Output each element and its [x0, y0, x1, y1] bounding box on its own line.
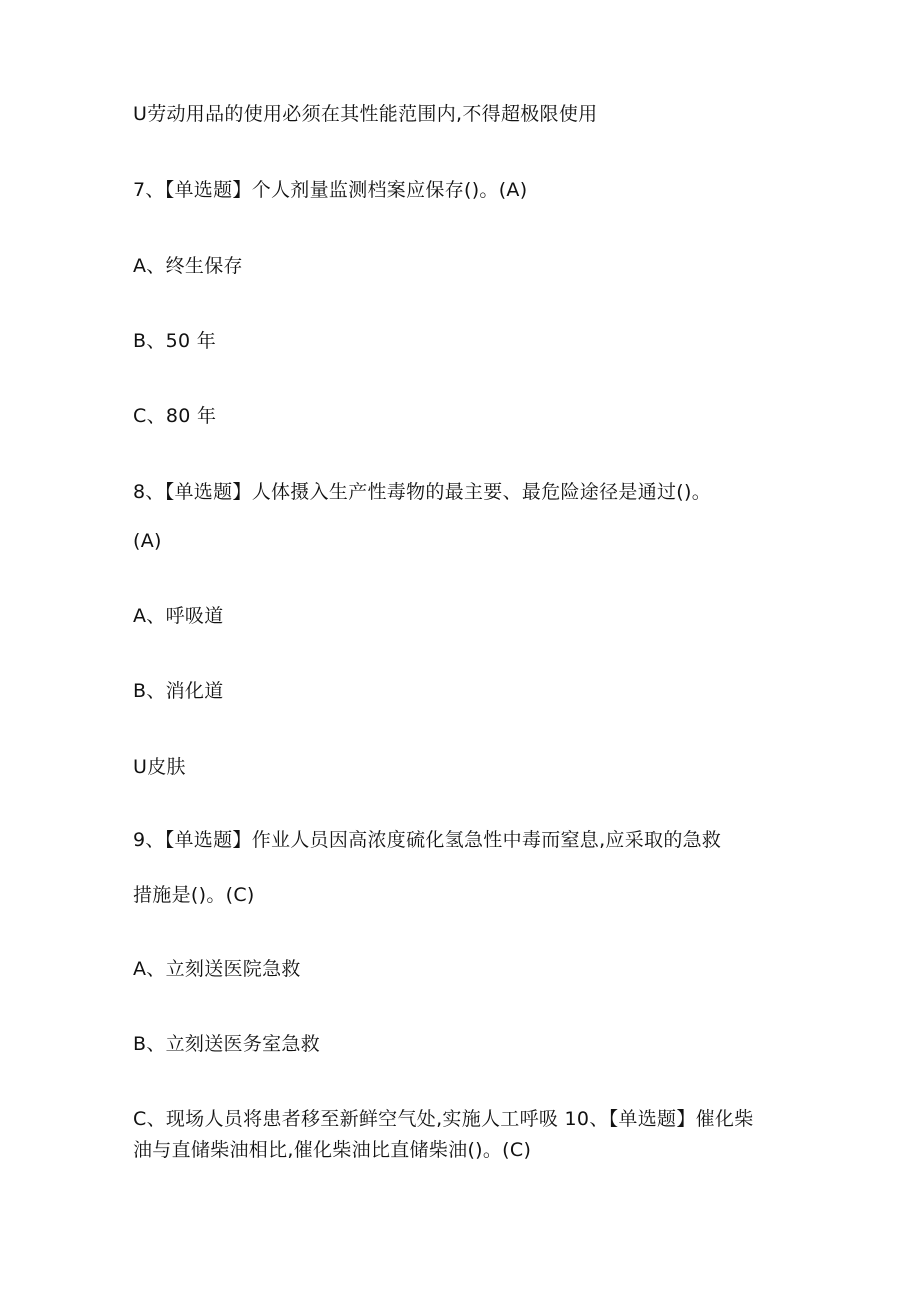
- question-7-option-c: C、80 年: [133, 405, 217, 427]
- question-8-option-b: B、消化道: [133, 680, 224, 702]
- question-9-option-b: B、立刻送医务室急救: [133, 1033, 321, 1055]
- question-9-option-c: C、现场人员将患者移至新鲜空气处,实施人工呼吸 10、【单选题】催化柴: [133, 1108, 754, 1130]
- question-8-option-a: A、呼吸道: [133, 605, 224, 627]
- answer-option-line: U劳动用品的使用必须在其性能范围内,不得超极限使用: [133, 103, 598, 125]
- question-8-option-c: U皮肤: [133, 756, 186, 778]
- question-8-stem: 8、【单选题】人体摄入生产性毒物的最主要、最危险途径是通过()。: [133, 481, 712, 503]
- question-7-option-b: B、50 年: [133, 330, 217, 352]
- question-10-stem-continued: 油与直储柴油相比,催化柴油比直储柴油()。(C): [133, 1139, 532, 1161]
- question-9-stem-continued: 措施是()。(C): [133, 884, 255, 906]
- question-7-stem: 7、【单选题】个人剂量监测档案应保存()。(A): [133, 179, 528, 201]
- question-8-answer: (A): [133, 530, 162, 552]
- question-7-option-a: A、终生保存: [133, 255, 243, 277]
- question-9-option-a: A、立刻送医院急救: [133, 958, 301, 980]
- question-9-stem: 9、【单选题】作业人员因高浓度硫化氢急性中毒而窒息,应采取的急救: [133, 829, 722, 851]
